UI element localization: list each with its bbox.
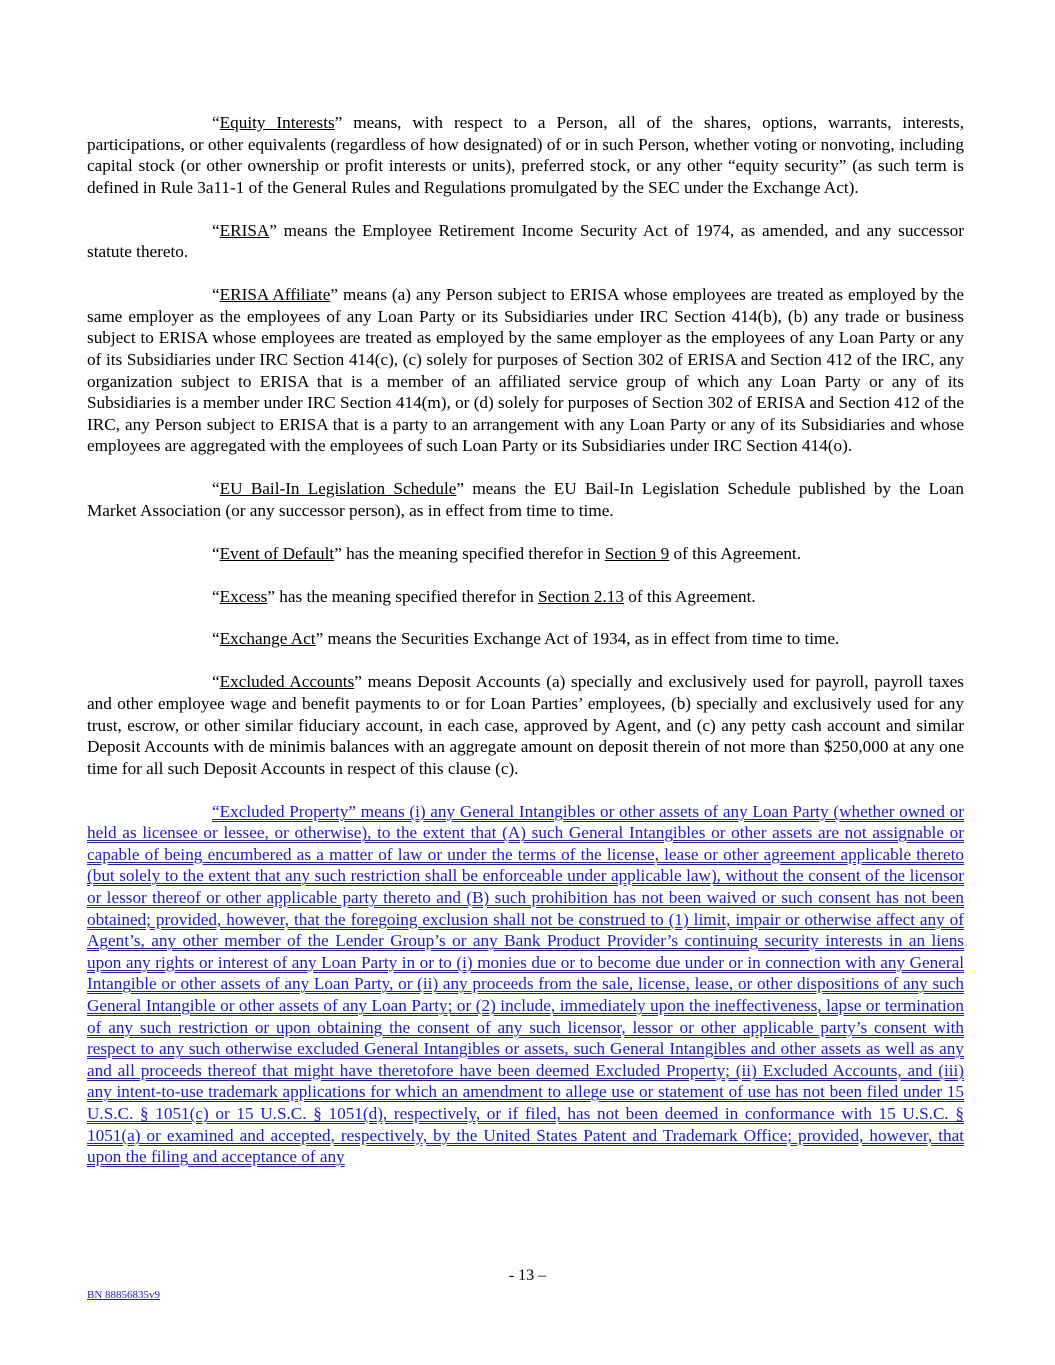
- defined-term: Exchange Act: [219, 629, 316, 649]
- page-number: - 13 –: [508, 1267, 547, 1284]
- defined-term: Equity Interests: [219, 113, 335, 132]
- definition-excluded-accounts: “Excluded Accounts” means Deposit Accounts (a) specially and exclusively used for payroll, payroll taxes and other employee wage and benefit payments to or for Loan Parties’ employees, (b) specially and exclusively used for any trust, escrow, or other similar fiduciary account, in each case, approved by Agent, and (c) any petty cash account and similar Deposit Accounts with de minimis balances with an aggregate amount on deposit therein of not more than $250,000 at any one time for all such Deposit Accounts in respect of this clause (c).: [87, 672, 964, 778]
- defined-term: Event of Default: [219, 543, 335, 563]
- definition-excess: “Excess” has the meaning specified therefor in Section 2.13 of this Agreement.: [212, 586, 756, 606]
- defined-term: ERISA Affiliate: [219, 285, 331, 305]
- section-reference: Section 2.13: [537, 586, 624, 606]
- defined-term: Excluded Accounts: [219, 672, 355, 692]
- definition-erisa: “ERISA” means the Employee Retirement Income Security Act of 1974, as amended, and any successor statute thereto.: [87, 220, 964, 262]
- definition-equity-interests: “Equity Interests” means, with respect to a Person, all of the shares, options, warrants, interests, participations, or other equivalents (regardless of how designated) of or in such Person, whether voting or nonvoting, including capital stock (or other ownership or profit interests or units), preferred stock, or any other “equity security” (as such term is defined in Rule 3a11-1 of the General Rules and Regulations promulgated by the SEC under the Exchange Act).: [87, 113, 965, 197]
- document-body: [87, 112, 964, 1189]
- definition-eu-bail-in: “EU Bail-In Legislation Schedule” means the EU Bail-In Legislation Schedule published by the Loan Market Association (or any successor person), as in effect from time to time.: [87, 479, 964, 520]
- document-id: BN 88856835v9: [87, 1289, 161, 1301]
- definition-excluded-property-insertion: [87, 801, 964, 1168]
- section-reference: Section 9: [604, 543, 670, 563]
- defined-term: Excess: [219, 586, 268, 606]
- definition-exchange-act: “Exchange Act” means the Securities Exchange Act of 1934, as in effect from time to time.: [212, 629, 840, 649]
- definition-event-of-default: “Event of Default” has the meaning specified therefor in Section 9 of this Agreement.: [212, 543, 801, 563]
- tracked-insertion-text: “Excluded Property” means (i) any General Intangibles or other assets of any Loan Party (whether owned or held as licensee or lessee, or otherwise), to the extent that (A) such General Intangibles or other assets are not assignable or capable of being encumbered as a matter of law or under the terms of the license, lease or other agreement applicable thereto (but solely to the extent that any such restriction shall be enforceable under applicable law), without the consent of the licensor or lessor thereof or other applicable party thereto and (B) such prohibition has not been waived or such consent has not been obtained; provided, however, that the foregoing exclusion shall not be construed to (1) limit, impair or otherwise affect any of Agent’s, any other member of the Lender Group’s or any Bank Product Provider’s continuing security interests in an liens upon any rights or interest of any Loan Party in or to (i) monies due or to become due under or in connection with any General Intangible or other assets of any Loan Party, or (ii) any proceeds from the sale, license, lease, or other dispositions of any such General Intangible or other assets of any Loan Party; or (2) include, immediately upon the ineffectiveness, lapse or termination of any such restriction or upon obtaining the consent of any such licensor, lessor or other applicable party’s consent with respect to any such otherwise excluded General Intangibles or assets, such General Intangibles and other assets as well as any and all proceeds thereof that might have theretofore have been deemed Excluded Property; (ii) Excluded Accounts, and (iii) any intent-to-use trademark applications for which an amendment to allege use or statement of use has not been filed under 15 U.S.C. § 1051(c) or 15 U.S.C. § 1051(d), respectively, or if filed, has not been deemed in conformance with 15 U.S.C. § 1051(a) or examined and accepted, respectively, by the United States Patent and Trademark Office; provided, however, that upon the filing and acceptance of any: [87, 801, 964, 1167]
- defined-term: ERISA: [219, 220, 270, 240]
- definition-erisa-affiliate: “ERISA Affiliate” means (a) any Person subject to ERISA whose employees are treated as employed by the same employer as the employees of any Loan Party or its Subsidiaries under IRC Section 414(b), (b) any trade or business subject to ERISA whose employees are treated as employed by the same employer as the employees of any Loan Party or any of its Subsidiaries under IRC Section 414(c), (c) solely for purposes of Section 302 of ERISA and Section 412 of the IRC, any organization subject to ERISA that is a member of an affiliated service group of which any Loan Party or any of its Subsidiaries is a member under IRC Section 414(m), or (d) solely for purposes of Section 302 of ERISA and Section 412 of the IRC, any Person subject to ERISA that is a party to an arrangement with any Loan Party or any of its Subsidiaries and whose employees are aggregated with the employees of such Loan Party or its Subsidiaries under IRC Section 414(o).: [87, 285, 964, 456]
- defined-term: EU Bail-In Legislation Schedule: [219, 479, 457, 499]
